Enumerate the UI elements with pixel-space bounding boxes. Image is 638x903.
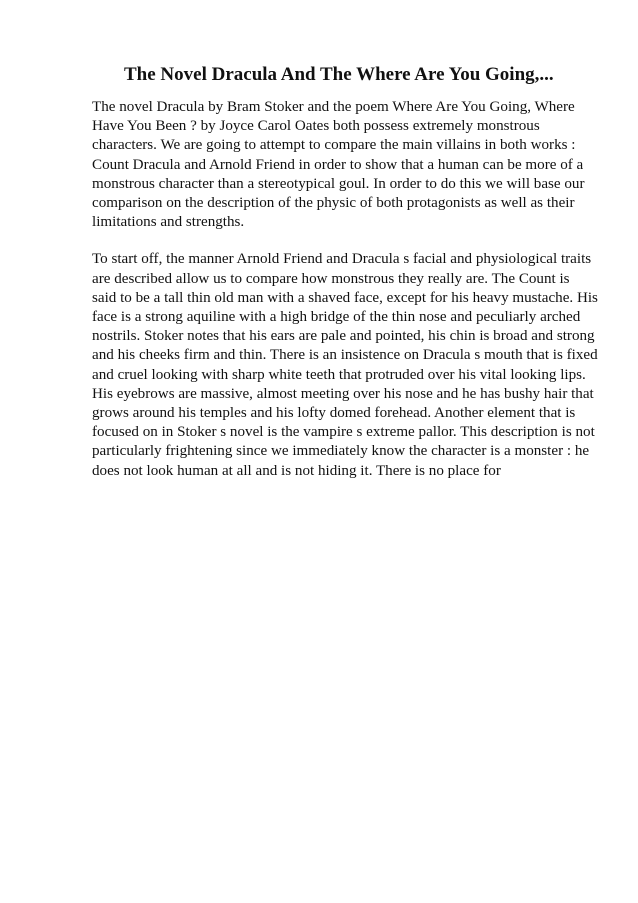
text-line: monstrous character than a stereotypical goul. In order to do this we will base our <box>92 175 585 192</box>
text-line: face is a strong aquiline with a high bridge of the thin nose and peculiarly arched <box>92 309 581 326</box>
text-line: characters. We are going to attempt to compare the main villains in both works : <box>92 137 576 154</box>
text-line: and cruel looking with sharp white teeth that protruded over his vital looking lips. <box>92 366 586 383</box>
document-body <box>92 98 604 499</box>
text-line: said to be a tall thin old man with a shaved face, except for his heavy mustache. His <box>92 289 598 306</box>
paragraph-comparison <box>92 250 604 480</box>
text-line: limitations and strengths. <box>92 214 245 231</box>
text-line: does not look human at all and is not hiding it. There is no place for <box>92 462 501 479</box>
paragraph-intro <box>92 98 604 232</box>
text-line: Count Dracula and Arnold Friend in order to show that a human can be more of a <box>92 156 584 173</box>
text-line: are described allow us to compare how monstrous they really are. The Count is <box>92 270 570 287</box>
text-line: grows around his temples and his lofty domed forehead. Another element that is <box>92 405 576 422</box>
text-line: focused on in Stoker s novel is the vampire s extreme pallor. This description is not <box>92 424 595 441</box>
text-line: Have You Been ? by Joyce Carol Oates both possess extremely monstrous <box>92 118 540 135</box>
text-line: The novel Dracula by Bram Stoker and the poem Where Are You Going, Where <box>92 99 575 115</box>
document-title: The Novel Dracula And The Where Are You Going,... <box>124 64 554 85</box>
text-line: nostrils. Stoker notes that his ears are pale and pointed, his chin is broad and strong <box>92 328 595 345</box>
text-line: His eyebrows are massive, almost meeting over his nose and he has bushy hair that <box>92 385 594 402</box>
text-line: particularly frightening since we immediately know the character is a monster : he <box>92 443 590 460</box>
text-line: and his cheeks firm and thin. There is an insistence on Dracula s mouth that is fixed <box>92 347 598 364</box>
text-line: To start off, the manner Arnold Friend and Dracula s facial and physiological traits <box>92 251 592 268</box>
text-line: comparison on the description of the physic of both protagonists as well as their <box>92 195 575 212</box>
